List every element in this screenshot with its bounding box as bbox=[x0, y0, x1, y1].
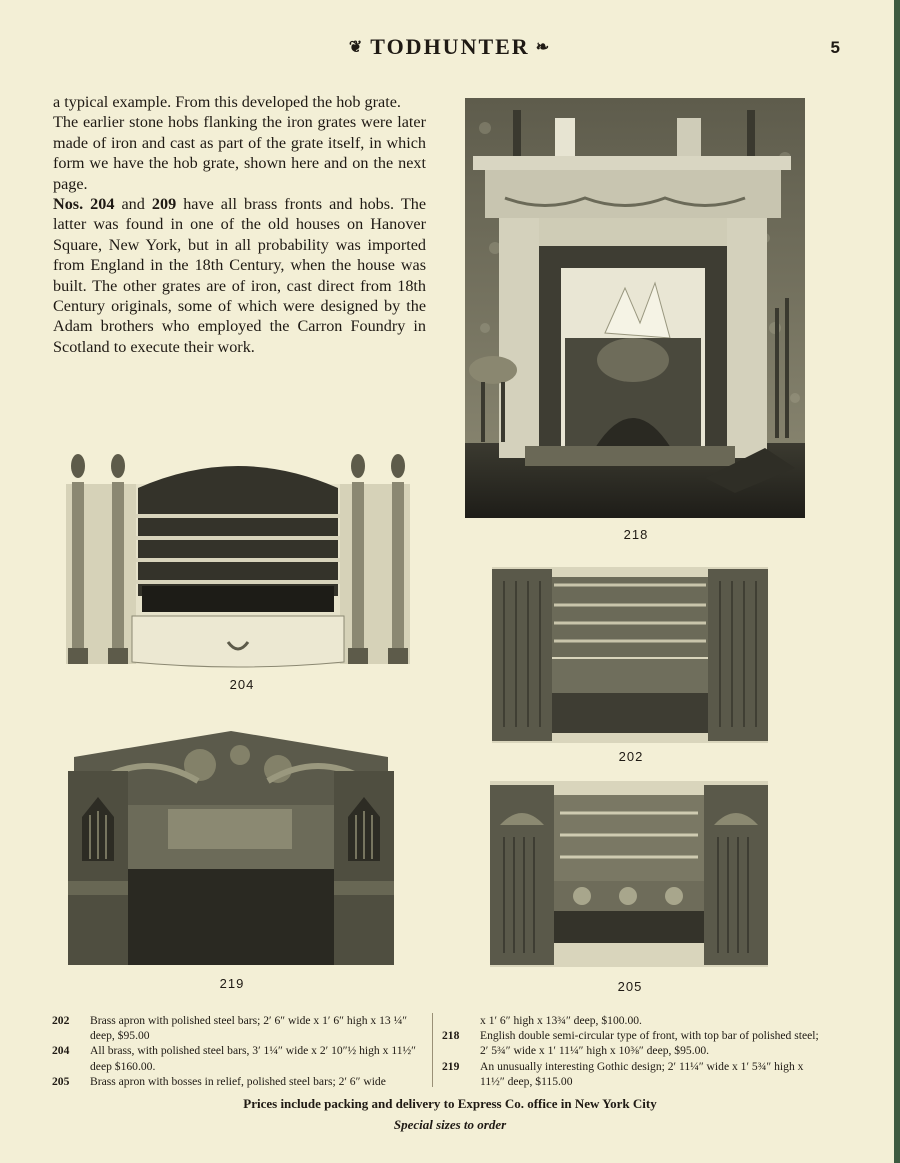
note-item bbox=[52, 1013, 424, 1043]
caption-204: 204 bbox=[229, 677, 255, 692]
note-number: 205 bbox=[52, 1074, 70, 1088]
intro-number-204: Nos. 204 bbox=[53, 195, 115, 214]
intro-paragraph-2: The earlier stone hobs flanking the iron grates were later made of iron and cast as part of the grate itself, in which form we have the hob grate, shown here and on the next page. bbox=[53, 113, 426, 193]
note-item bbox=[52, 1074, 424, 1089]
illustration-205 bbox=[490, 781, 768, 967]
intro-paragraph-3 bbox=[53, 194, 426, 357]
note-text: An unusually interesting Gothic design; 2′ 11¼″ wide x 1′ 5¾″ high x 11½″ deep, $115.00 bbox=[480, 1059, 804, 1088]
brand-name: TODHUNTER bbox=[370, 34, 530, 59]
caption-202: 202 bbox=[618, 749, 644, 764]
ornament-right-icon: ❧ bbox=[535, 39, 552, 56]
prices-statement: Prices include packing and delivery to Express Co. office in New York City bbox=[243, 1096, 657, 1111]
brass-grate-icon bbox=[66, 446, 410, 668]
note-text: Brass apron with polished steel bars; 2′ 6″ wide x 1′ 6″ high x 13 ¼″ deep, $95.00 bbox=[90, 1014, 408, 1043]
note-item bbox=[52, 1043, 424, 1073]
page-number: 5 bbox=[830, 38, 840, 57]
note-text: English double semi-circular type of front, with top bar of polished steel; 2′ 5¾″ wide x 1′ 11¼″ high x 10⅜″ deep, $95.00. bbox=[480, 1029, 819, 1058]
note-text: x 1′ 6″ high x 13¾″ deep, $100.00. bbox=[480, 1014, 642, 1027]
illustration-202 bbox=[492, 567, 768, 743]
iron-grate-202-icon bbox=[492, 567, 768, 743]
illustration-219 bbox=[68, 731, 394, 965]
caption-219: 219 bbox=[219, 976, 245, 991]
photo-218 bbox=[465, 98, 805, 518]
intro-text bbox=[53, 92, 426, 357]
page-header bbox=[0, 34, 900, 64]
brand-title bbox=[0, 34, 900, 60]
fireplace-photo-icon bbox=[465, 98, 805, 518]
illustration-204 bbox=[66, 446, 410, 668]
caption-218: 218 bbox=[623, 527, 649, 542]
ornament-left-icon: ❦ bbox=[348, 39, 365, 56]
caption-205: 205 bbox=[617, 979, 643, 994]
note-number: 202 bbox=[52, 1014, 70, 1027]
intro-paragraph-1: a typical example. From this developed the hob grate. bbox=[53, 93, 401, 111]
column-divider bbox=[432, 1013, 433, 1087]
note-item bbox=[442, 1028, 822, 1058]
note-number: 219 bbox=[442, 1059, 460, 1073]
note-number: 218 bbox=[442, 1029, 460, 1043]
iron-grate-205-icon bbox=[490, 781, 768, 967]
intro-number-209: 209 bbox=[151, 195, 177, 214]
notes-right-column bbox=[442, 1013, 822, 1089]
intro-body: have all brass fronts and hobs. The latter was found in one of the old houses on Hanover Square, New York, but in all probability was imported from England in the 18th Century, when the house was built. The other grates are of iron, cast direct from 18th Century originals, some of which were designed by the Adam brothers who employed the Carron Foundry in Scotland to execute their work. bbox=[53, 195, 427, 356]
note-continuation bbox=[442, 1013, 822, 1028]
note-item bbox=[442, 1059, 822, 1089]
intro-and: and bbox=[114, 195, 152, 214]
notes-left-column bbox=[52, 1013, 424, 1089]
page-edge bbox=[894, 0, 900, 1163]
note-text: All brass, with polished steel bars, 3′ 1¼″ wide x 2′ 10″½ high x 11½″ deep $160.00. bbox=[90, 1044, 417, 1073]
note-text: Brass apron with bosses in relief, polished steel bars; 2′ 6″ wide bbox=[90, 1074, 386, 1088]
gothic-grate-icon bbox=[68, 731, 394, 965]
note-number: 204 bbox=[52, 1044, 70, 1058]
special-sizes-note: Special sizes to order bbox=[393, 1117, 507, 1132]
